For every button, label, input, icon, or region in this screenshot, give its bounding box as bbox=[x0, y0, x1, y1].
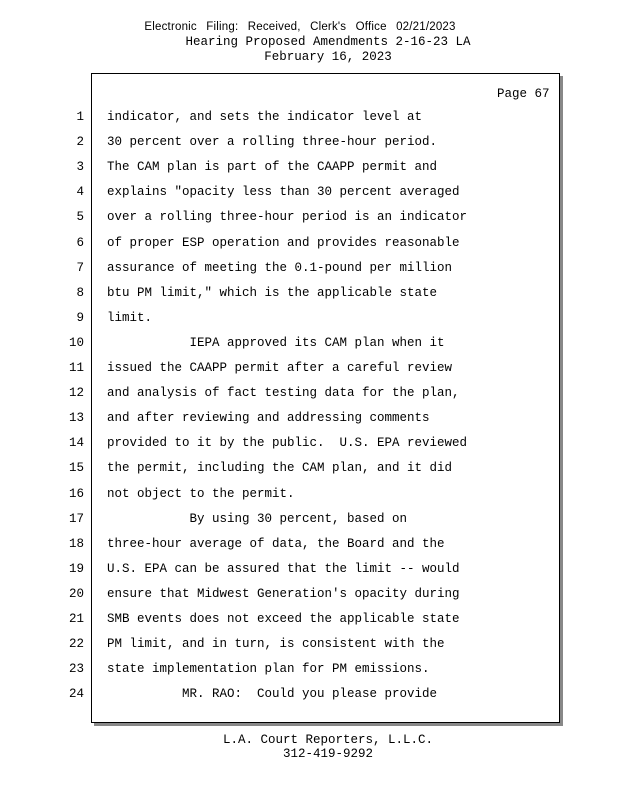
transcript-line bbox=[0, 286, 560, 306]
line-number: 4 bbox=[76, 185, 84, 200]
line-number: 3 bbox=[76, 160, 84, 175]
transcript-line bbox=[0, 436, 560, 456]
transcript-line bbox=[0, 612, 560, 632]
line-text: IEPA approved its CAM plan when it bbox=[107, 335, 445, 350]
line-text: over a rolling three-hour period is an indicator bbox=[107, 210, 468, 225]
line-text: of proper ESP operation and provides reasonable bbox=[107, 235, 460, 250]
line-text: not object to the permit. bbox=[107, 486, 295, 501]
line-number: 22 bbox=[68, 637, 84, 652]
line-text: and analysis of fact testing data for the plan, bbox=[107, 386, 460, 401]
line-number: 6 bbox=[76, 235, 84, 250]
filing-stamp: Electronic Filing: Received, Clerk's Office 02/21/2023 bbox=[144, 21, 456, 33]
line-text: The CAM plan is part of the CAAPP permit and bbox=[107, 160, 438, 175]
line-number: 7 bbox=[76, 260, 84, 275]
line-number: 1 bbox=[76, 110, 84, 124]
line-text: U.S. EPA can be assured that the limit -- would bbox=[107, 561, 460, 576]
line-text: indicator, and sets the indicator level at bbox=[107, 110, 423, 124]
line-number: 21 bbox=[68, 612, 84, 626]
line-text: 30 percent over a rolling three-hour period. bbox=[107, 135, 438, 150]
line-text: MR. RAO: Could you please provide bbox=[107, 687, 438, 702]
line-number: 10 bbox=[68, 335, 84, 350]
transcript-line bbox=[0, 160, 560, 180]
line-text: provided to it by the public. U.S. EPA reviewed bbox=[107, 436, 468, 451]
line-number: 13 bbox=[68, 411, 84, 426]
transcript-line bbox=[0, 210, 560, 230]
line-text: issued the CAAPP permit after a careful review bbox=[107, 361, 453, 375]
line-text: limit. bbox=[107, 310, 153, 325]
transcript-line bbox=[0, 135, 560, 155]
line-number: 14 bbox=[68, 436, 84, 451]
transcript-line bbox=[0, 336, 560, 356]
reporter-phone: 312-419-9292 bbox=[282, 747, 373, 761]
transcript-line bbox=[0, 386, 560, 406]
transcript-title: Hearing Proposed Amendments 2-16-23 LA bbox=[185, 35, 471, 49]
transcript-line bbox=[0, 311, 560, 331]
line-number: 18 bbox=[68, 536, 84, 551]
transcript-line bbox=[0, 236, 560, 256]
transcript-line bbox=[0, 487, 560, 507]
line-number: 5 bbox=[76, 210, 84, 225]
line-number: 8 bbox=[76, 285, 84, 300]
transcript-line bbox=[0, 537, 560, 557]
transcript-line bbox=[0, 110, 560, 130]
line-number: 17 bbox=[68, 511, 84, 526]
line-number: 2 bbox=[76, 135, 84, 150]
line-number: 12 bbox=[68, 386, 84, 401]
line-text: and after reviewing and addressing comments bbox=[107, 411, 430, 426]
transcript-line bbox=[0, 411, 560, 431]
transcript-line bbox=[0, 662, 560, 682]
line-text: SMB events does not exceed the applicable state bbox=[107, 612, 460, 626]
transcript-line bbox=[0, 562, 560, 582]
line-number: 24 bbox=[68, 687, 84, 702]
transcript-line bbox=[0, 587, 560, 607]
transcript-line bbox=[0, 361, 560, 381]
transcript-line bbox=[0, 461, 560, 481]
page-number: Page 67 bbox=[497, 87, 550, 101]
transcript-line bbox=[0, 185, 560, 205]
line-text: assurance of meeting the 0.1-pound per million bbox=[107, 260, 453, 275]
line-text: the permit, including the CAM plan, and it did bbox=[107, 461, 453, 476]
transcript-line bbox=[0, 512, 560, 532]
line-number: 23 bbox=[68, 662, 84, 677]
line-text: PM limit, and in turn, is consistent with the bbox=[107, 637, 445, 652]
line-number: 9 bbox=[76, 310, 84, 325]
transcript-line bbox=[0, 261, 560, 281]
reporter-company: L.A. Court Reporters, L.L.C. bbox=[222, 733, 434, 747]
line-number: 19 bbox=[68, 561, 84, 576]
transcript-line bbox=[0, 637, 560, 657]
line-number: 11 bbox=[68, 361, 84, 375]
line-text: btu PM limit," which is the applicable state bbox=[107, 285, 438, 300]
line-number: 15 bbox=[68, 461, 84, 476]
transcript-date: February 16, 2023 bbox=[264, 50, 392, 64]
line-text: state implementation plan for PM emissions. bbox=[107, 662, 430, 677]
line-text: By using 30 percent, based on bbox=[107, 511, 408, 526]
line-text: explains "opacity less than 30 percent averaged bbox=[107, 185, 460, 200]
line-text: ensure that Midwest Generation's opacity during bbox=[107, 586, 460, 601]
line-number: 20 bbox=[68, 586, 84, 601]
line-text: three-hour average of data, the Board and the bbox=[107, 536, 445, 551]
line-number: 16 bbox=[68, 486, 84, 501]
transcript-line bbox=[0, 687, 560, 707]
